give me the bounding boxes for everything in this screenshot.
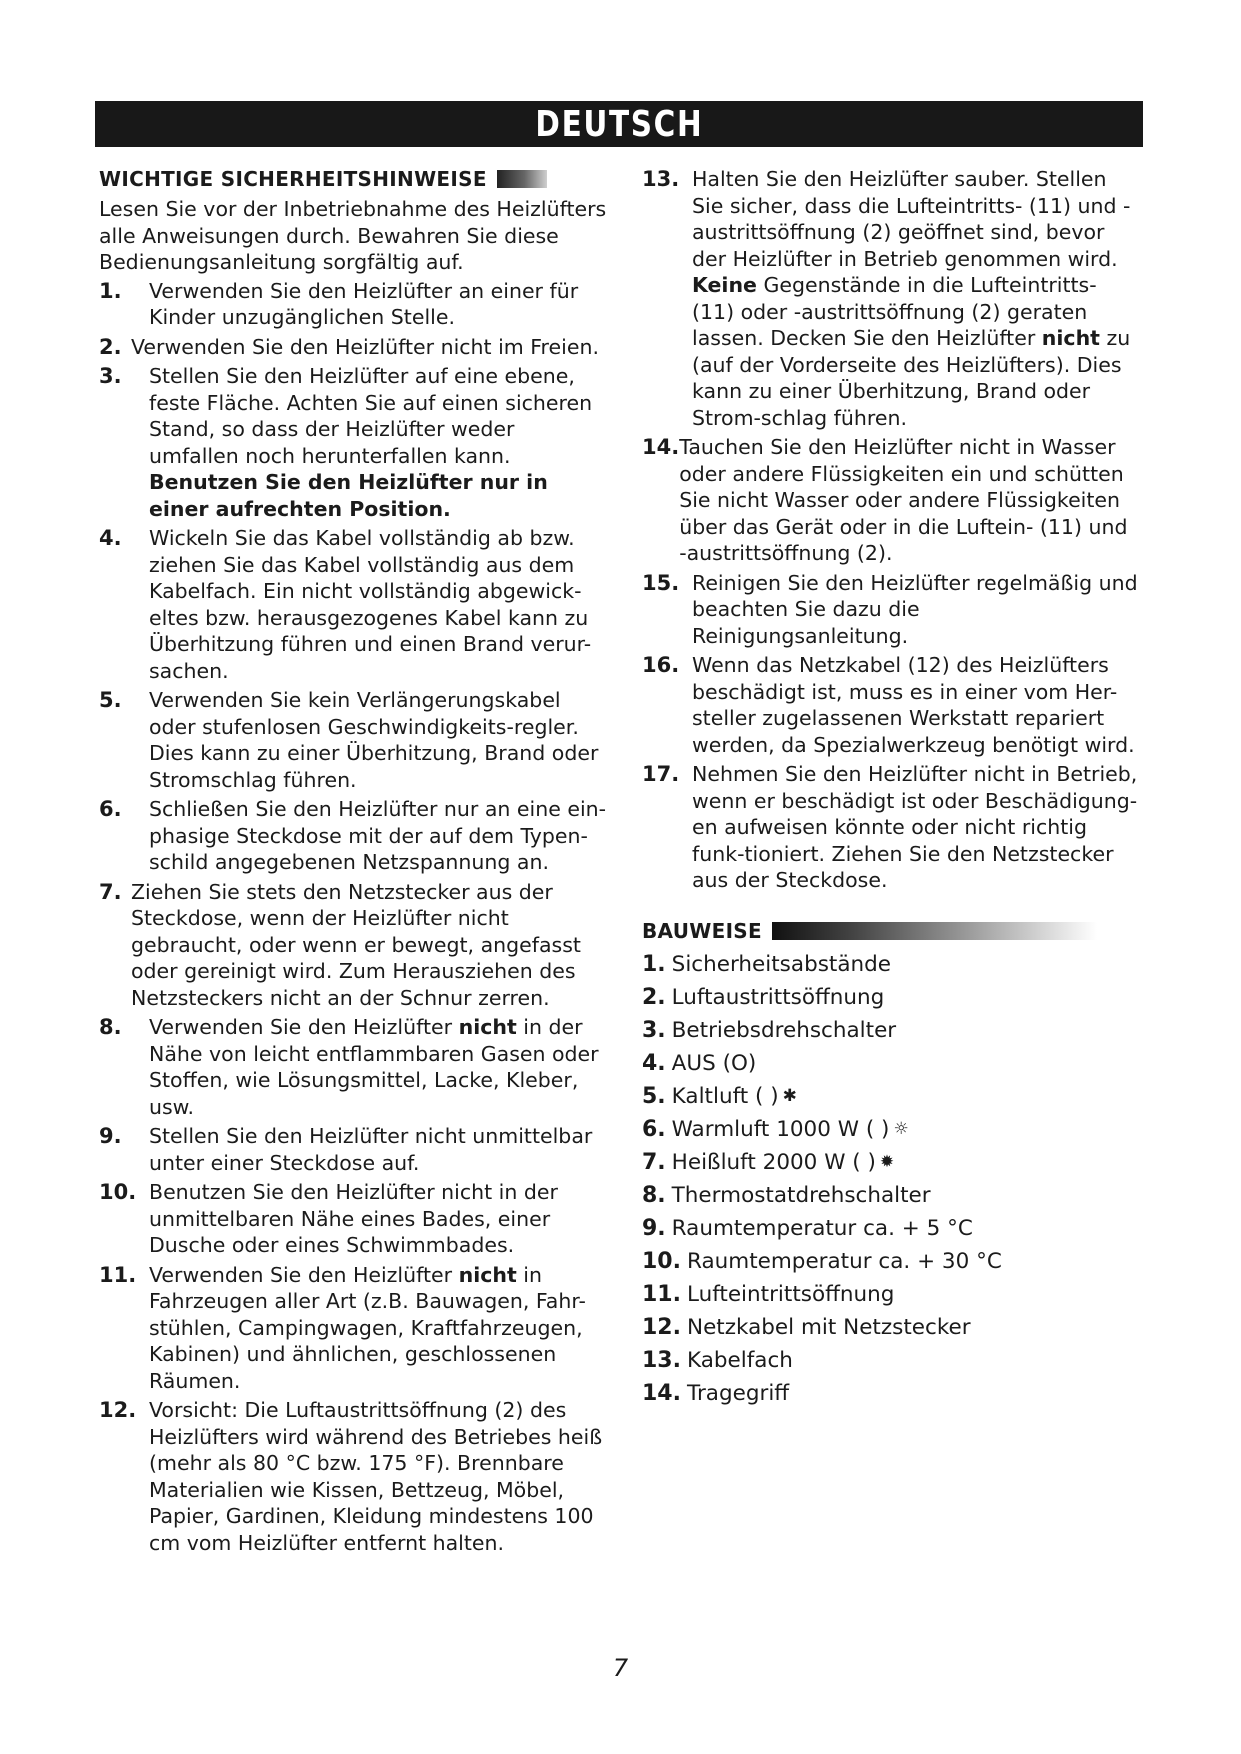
item-number: 3. [99, 364, 122, 388]
item-text: Schließen Sie den Heizlüfter nur an eine ein-phasige Steckdose mit der auf dem Typen-schild angegebenen Netzspannung an. [149, 797, 607, 874]
safety-item-15 [642, 570, 1140, 650]
item-number: 7. [99, 879, 122, 904]
part-item-8 [642, 1179, 1140, 1212]
item-bold-text: Benutzen Sie den Heizlüfter nur in einer aufrechten Position. [149, 470, 548, 521]
item-number: 2. [99, 334, 122, 359]
safety-item-7 [99, 879, 609, 1012]
part-item-4 [642, 1047, 1140, 1080]
left-column [99, 166, 609, 1559]
safety-item-8 [99, 1014, 609, 1120]
item-number: 12. [99, 1398, 137, 1422]
item-number: 4. [99, 526, 122, 550]
item-bold-text: nicht [458, 1015, 517, 1039]
part-item-9 [642, 1212, 1140, 1245]
item-bold-text-2: nicht [1041, 326, 1100, 350]
part-number: 3. [642, 1017, 666, 1043]
part-number: 11. [642, 1281, 681, 1307]
fan-icon: ✱ [782, 1086, 797, 1106]
construction-heading [642, 918, 1140, 944]
safety-item-3 [99, 363, 609, 522]
part-label: Luftaustrittsöffnung [671, 984, 885, 1010]
item-number: 11. [99, 1262, 137, 1287]
part-number: 5. [642, 1083, 666, 1109]
item-text: Halten Sie den Heizlüfter sauber. Stellen Sie sicher, dass die Lufteintritts- (11) und -austrittsöffnung (2) geöffnet sind, bevor der Heizlüfter in Betrieb genommen wird. [692, 167, 1131, 271]
item-text: Wenn das Netzkabel (12) des Heizlüfters beschädigt ist, muss es in einer vom Her-steller zugelassenen Werkstatt repariert werden, da Spezialwerkzeug benötigt wird. [692, 653, 1135, 757]
part-label: Raumtemperatur ca. + 5 °C [671, 1215, 973, 1241]
item-text: Reinigen Sie den Heizlüfter regelmäßig und beachten Sie dazu die Reinigungsanleitung. [692, 570, 1138, 648]
item-number: 5. [99, 688, 122, 712]
safety-item-16 [642, 652, 1140, 758]
safety-item-6 [99, 796, 609, 876]
item-text: Verwenden Sie kein Verlängerungskabel oder stufenlosen Geschwindigkeits-regler. Dies kann zu einer Überhitzung, Brand oder Stromschlag führen. [149, 688, 599, 792]
item-body [692, 166, 1140, 431]
part-item-1 [642, 948, 1140, 981]
page-number: 7 [612, 1654, 629, 1682]
construction-list [642, 948, 1140, 1410]
item-number: 14. [642, 435, 680, 459]
part-item-13 [642, 1344, 1140, 1377]
part-label: Thermostatdrehschalter [671, 1182, 931, 1208]
item-number: 16. [642, 653, 680, 677]
part-number: 14. [642, 1380, 681, 1406]
item-number: 6. [99, 797, 122, 821]
safety-list-right [642, 166, 1140, 894]
safety-title: WICHTIGE SICHERHEITSHINWEISE [99, 167, 487, 191]
safety-item-13 [642, 166, 1140, 431]
item-text: Tauchen Sie den Heizlüfter nicht in Wasser oder andere Flüssigkeiten ein und schütten Sie nicht Wasser oder andere Flüssigkeiten über das Gerät oder in die Luftein- (11) und -austrittsöffnung (2). [679, 435, 1128, 565]
part-label: Kabelfach [686, 1347, 793, 1373]
construction-title: BAUWEISE [642, 918, 762, 943]
item-text-cont: in Fahrzeugen aller Art (z.B. Bauwagen, Fahr-stühlen, Campingwagen, Kraftfahrzeugen, Kabinen) und ähnlichen, geschlossenen Räumen. [149, 1262, 586, 1393]
part-item-2 [642, 981, 1140, 1014]
safety-item-9 [99, 1123, 609, 1176]
part-number: 10. [642, 1248, 681, 1274]
item-text: Verwenden Sie den Heizlüfter nicht im Freien. [131, 334, 599, 359]
safety-item-4 [99, 525, 609, 684]
item-body [149, 363, 609, 522]
safety-heading [99, 166, 609, 192]
safety-item-12 [99, 1397, 609, 1556]
part-label: Tragegriff [686, 1380, 790, 1406]
part-number: 1. [642, 951, 666, 977]
part-label: AUS (O) [671, 1050, 757, 1076]
sun-filled-icon: ✹ [879, 1152, 895, 1172]
language-banner [95, 101, 1143, 147]
part-item-14 [642, 1377, 1140, 1410]
safety-item-14 [642, 434, 1140, 567]
right-column [642, 166, 1140, 1410]
heading-gradient-bar [772, 922, 1097, 940]
safety-item-10 [99, 1179, 609, 1259]
part-item-12 [642, 1311, 1140, 1344]
item-number: 10. [99, 1180, 137, 1204]
part-number: 9. [642, 1215, 666, 1241]
item-bold-text: Keine [692, 273, 757, 297]
item-text: Verwenden Sie den Heizlüfter an einer für Kinder unzugänglichen Stelle. [149, 278, 579, 329]
part-label: Sicherheitsabstände [671, 951, 892, 977]
safety-item-5 [99, 687, 609, 793]
item-text: Verwenden Sie den Heizlüfter [149, 1262, 453, 1287]
item-number: 9. [99, 1124, 122, 1148]
part-label: Warmluft 1000 W ( ) [671, 1116, 890, 1142]
part-item-3 [642, 1014, 1140, 1047]
heading-gradient-bar [497, 170, 547, 188]
item-text: Benutzen Sie den Heizlüfter nicht in der unmittelbaren Nähe eines Bades, einer Dusche oder eines Schwimmbades. [149, 1180, 558, 1257]
part-number: 8. [642, 1182, 666, 1208]
item-text: Vorsicht: Die Luftaustrittsöffnung (2) des Heizlüfters wird während des Betriebes heiß (mehr als 80 °C bzw. 175 °F). Brennbare Materialien wie Kissen, Bettzeug, Möbel, Papier, Gardinen, Kleidung mindestens 100 cm vom Heizlüfter entfernt halten. [149, 1398, 603, 1555]
safety-item-2 [99, 334, 609, 361]
part-item-5 [642, 1080, 1140, 1113]
item-number: 8. [99, 1015, 122, 1039]
safety-item-11 [99, 1262, 609, 1395]
item-bold-text: nicht [458, 1262, 517, 1287]
item-body [149, 1262, 609, 1395]
part-label: Heißluft 2000 W ( ) [671, 1149, 876, 1175]
part-label: Lufteintrittsöffnung [686, 1281, 895, 1307]
item-number: 1. [99, 278, 122, 303]
safety-intro: Lesen Sie vor der Inbetriebnahme des Heizlüfters alle Anweisungen durch. Bewahren Sie diese Bedienungsanleitung sorgfältig auf. [99, 197, 607, 274]
item-body [149, 1014, 609, 1120]
part-label: Betriebsdrehschalter [671, 1017, 897, 1043]
part-item-11 [642, 1278, 1140, 1311]
sun-outline-icon: ☼ [893, 1119, 909, 1139]
safety-list-left [99, 278, 609, 1557]
item-text: Wickeln Sie das Kabel vollständig ab bzw. ziehen Sie das Kabel vollständig aus dem Kabelfach. Ein nicht vollständig abgewick-eltes bzw. herausgezogenes Kabel kann zu Überhitzung führen und einen Brand verur-sachen. [149, 526, 592, 683]
item-text-cont: zu (auf der Vorderseite des Heizlüfters). Dies kann zu einer Überhitzung, Brand oder Strom-schlag führen. [692, 326, 1131, 430]
safety-item-17 [642, 761, 1140, 894]
part-number: 2. [642, 984, 666, 1010]
part-number: 13. [642, 1347, 681, 1373]
safety-item-1 [99, 278, 609, 331]
banner-title: DEUTSCH [535, 103, 703, 145]
part-label: Netzkabel mit Netzstecker [686, 1314, 971, 1340]
item-number: 15. [642, 570, 680, 595]
part-number: 4. [642, 1050, 666, 1076]
part-item-6 [642, 1113, 1140, 1146]
item-text: Stellen Sie den Heizlüfter nicht unmittelbar unter einer Steckdose auf. [149, 1124, 593, 1175]
item-text: Nehmen Sie den Heizlüfter nicht in Betrieb, wenn er beschädigt ist oder Beschädigung-en aufweisen könnte oder nicht richtig funk-tioniert. Ziehen Sie den Netzstecker aus der Steckdose. [692, 762, 1138, 892]
item-text-mid: Gegenstände in die Lufteintritts- (11) oder -austrittsöffnung (2) geraten lassen. Decken Sie den Heizlüfter [692, 273, 1097, 350]
part-label: Kaltluft ( ) [671, 1083, 779, 1109]
item-text: Ziehen Sie stets den Netzstecker aus der Steckdose, wenn der Heizlüfter nicht gebraucht, oder wenn er bewegt, angefasst oder gereinigt wird. Zum Herausziehen des Netzsteckers nicht an der Schnur zerren. [131, 879, 581, 1010]
item-text: Stellen Sie den Heizlüfter auf eine ebene, feste Fläche. Achten Sie auf einen sicheren Stand, so dass der Heizlüfter weder umfallen noch herunterfallen kann. [149, 364, 593, 468]
item-text: Verwenden Sie den Heizlüfter [149, 1015, 453, 1039]
part-number: 7. [642, 1149, 666, 1175]
part-label: Raumtemperatur ca. + 30 °C [686, 1248, 1002, 1274]
part-number: 12. [642, 1314, 681, 1340]
part-number: 6. [642, 1116, 666, 1142]
item-text-cont: in der Nähe von leicht entflammbaren Gasen oder Stoffen, wie Lösungsmittel, Lacke, Kleber, usw. [149, 1015, 599, 1119]
part-item-10 [642, 1245, 1140, 1278]
item-number: 13. [642, 167, 680, 191]
item-number: 17. [642, 762, 680, 786]
part-item-7 [642, 1146, 1140, 1179]
